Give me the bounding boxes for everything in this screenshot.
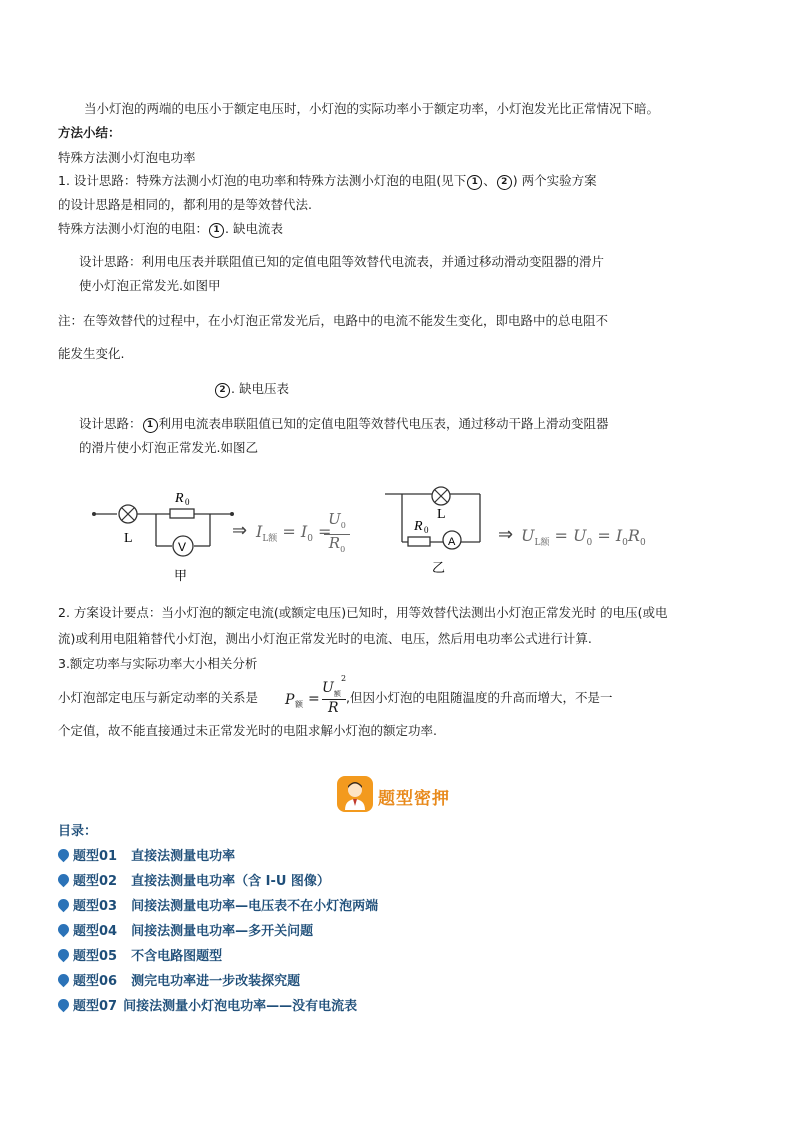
toc-item[interactable]: 题型03 间接法测量电功率—电压表不在小灯泡两端 [58, 895, 378, 914]
resistor-label: R [175, 491, 184, 506]
marker-one: 1 [143, 418, 158, 433]
location-pin-icon [56, 847, 72, 863]
analysis-title: 3.额定功率与实际功率大小相关分析 [58, 656, 258, 671]
toc-item[interactable]: 题型01 直接法测量电功率 [58, 845, 235, 864]
design-idea-1-cont: 的设计思路是相同的，都利用的是等效替代法. [58, 197, 312, 212]
idea-ammeter-missing: 设计思路：利用电压表并联阻值已知的定值电阻等效替代电流表，并通过移动滑动变阻器的滑片 [79, 254, 605, 269]
toc-item[interactable]: 题型02 直接法测量电功率（含 I-U 图像） [58, 870, 330, 889]
marker-two: 2 [215, 383, 230, 398]
caption-jia: 甲 [174, 569, 188, 584]
lamp-label: L [124, 531, 133, 546]
location-pin-icon [56, 997, 72, 1013]
meter-label: A [448, 536, 456, 548]
location-pin-icon [56, 947, 72, 963]
plan-points: 2. 方案设计要点：当小灯泡的额定电流(或额定电压)已知时，用等效替代法测出小灯泡正常发光时 的电压(或电 [58, 605, 668, 620]
idea-voltmeter-missing-cont: 的滑片使小灯泡正常发光.如图乙 [79, 440, 258, 455]
meter-label: V [178, 540, 187, 554]
toc-title: 目录： [58, 824, 98, 839]
formula-right: $U_{L额} = U_0 = I_0R_0$ [521, 526, 646, 549]
resistance-method: 特殊方法测小灯泡的电阻： 1 . 缺电流表 [58, 221, 283, 236]
special-method-title: 特殊方法测小灯泡电功率 [58, 150, 196, 165]
resistor-symbol [170, 509, 194, 518]
circuit-diagram-yi [380, 482, 500, 582]
design-idea-1: 1. 设计思路：特殊方法测小灯泡的电功率和特殊方法测小灯泡的电阻(见下 1 、 2 ) 两个实验方案 [58, 173, 597, 188]
circuit-diagram-jia [92, 484, 252, 584]
relation-line-cont: 个定值，故不能直接通过未正常发光时的电阻求解小灯泡的额定功率. [58, 723, 437, 738]
note-line: 注：在等效替代的过程中，在小灯泡正常发光后，电路中的电流不能发生变化，即电路中的总电阻不 [58, 313, 609, 328]
toc-item[interactable]: 题型04 间接法测量电功率—多开关问题 [58, 920, 313, 939]
resistor-sub: 0 [424, 525, 429, 535]
resistor-symbol [408, 537, 430, 546]
relation-line: 小灯泡部定电压与新定动率的关系是 [58, 690, 259, 705]
note-line-cont: 能发生变化. [58, 346, 125, 361]
toc-item[interactable]: 题型05 不含电路图题型 [58, 945, 222, 964]
idea-voltmeter-missing: 设计思路： 1 利用电流表串联阻值已知的定值电阻等效替代电压表，通过移动干路上滑动变阻器 [79, 416, 609, 431]
toc-item[interactable]: 题型07 间接法测量小灯泡电功率——没有电流表 [58, 995, 357, 1014]
marker-two: 2 [497, 175, 512, 190]
marker-one: 1 [209, 223, 224, 238]
paragraph-brightness: 当小灯泡的两端的电压小于额定电压时，小灯泡的实际功率小于额定功率，小灯泡发光比正常情况下暗。 [84, 101, 660, 116]
caption-yi: 乙 [432, 561, 446, 576]
lamp-label: L [437, 507, 446, 522]
formula-left: $I_{L额} = I_0$ = [256, 522, 332, 545]
marker-one: 1 [467, 175, 482, 190]
section-banner [337, 776, 459, 816]
location-pin-icon [56, 872, 72, 888]
banner-title: 题型密押 [378, 789, 450, 809]
idea-ammeter-missing-cont: 使小灯泡正常发光.如图甲 [79, 278, 221, 293]
location-pin-icon [56, 922, 72, 938]
teacher-avatar-icon [337, 776, 373, 812]
relation-line-rest: ,但因小灯泡的电阻随温度的升高而增大，不是一 [346, 690, 613, 705]
location-pin-icon [56, 972, 72, 988]
resistor-label: R [414, 519, 423, 534]
voltmeter-missing-title: 2 . 缺电压表 [214, 380, 289, 398]
plan-points-cont: 流)或利用电阻箱替代小灯泡，测出小灯泡正常发光时的电流、电压，然后用电功率公式进行计算. [58, 631, 592, 646]
formula-left-fraction: $U_0$ $R_0$ [324, 511, 350, 558]
location-pin-icon [56, 897, 72, 913]
method-summary-title: 方法小结： [58, 125, 121, 140]
resistor-sub: 0 [185, 497, 190, 507]
toc-item[interactable]: 题型06 测完电功率进一步改装探究题 [58, 970, 300, 989]
implies-arrow-right: ⇒ [498, 524, 514, 545]
implies-arrow-left: ⇒ [232, 520, 248, 541]
